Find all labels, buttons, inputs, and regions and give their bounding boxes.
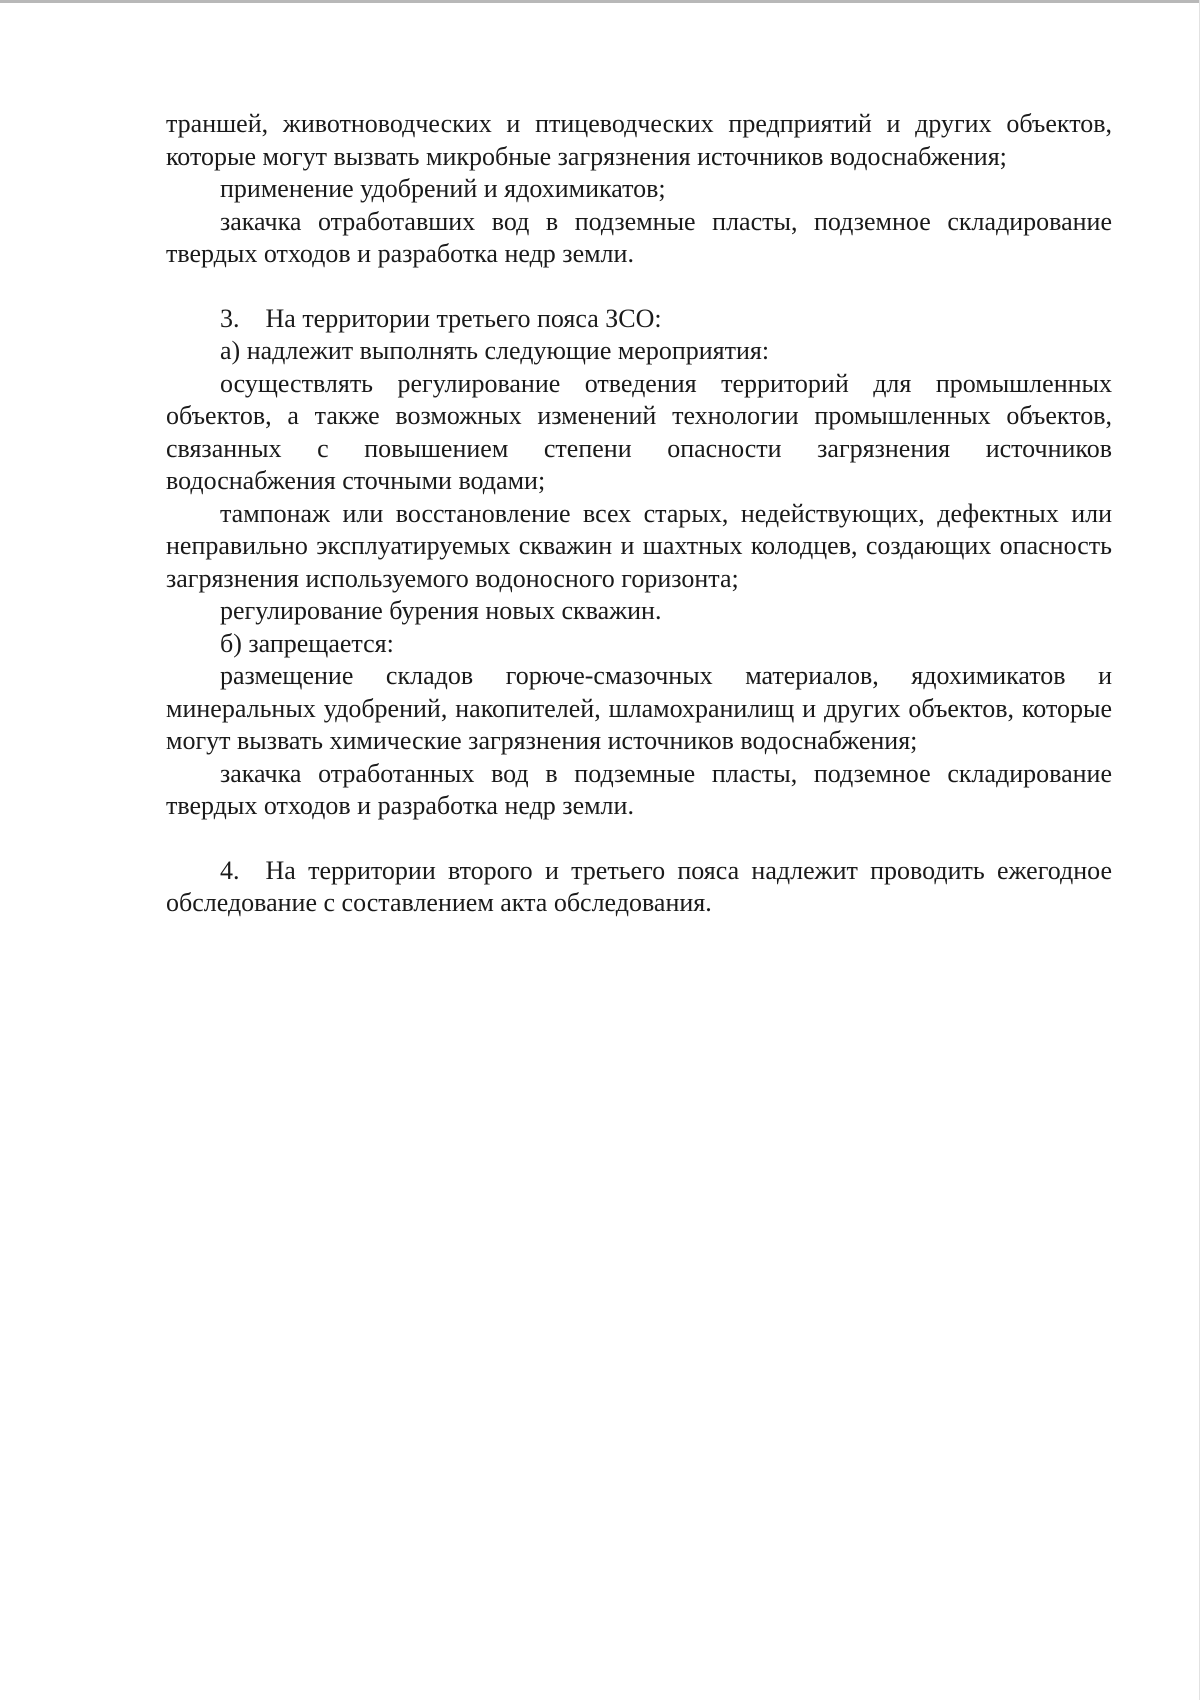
scan-top-edge — [0, 0, 1200, 3]
section-3-item-b2: закачка отработанных вод в подземные пласты, подземное складирование твердых отходов и разработка недр земли. — [166, 758, 1112, 820]
section-3-item-b1: размещение складов горюче-смазочных материалов, ядохимикатов и минеральных удобрений, накопителей, шламохранилищ и других объектов, которые могут вызвать химические загрязнения источников водоснабжения; — [166, 661, 1112, 755]
paragraph-fertilizers: применение удобрений и ядохимикатов; — [220, 174, 666, 203]
paragraph-continuation: траншей, животноводческих и птицеводческих предприятий и других объектов, которые могут вызвать микробные загрязнения источников водоснабжения; — [166, 109, 1112, 171]
document-body — [166, 108, 1112, 920]
section-3-heading: 3. На территории третьего пояса ЗСО: — [220, 303, 662, 333]
section-3-item-a2: тампонаж или восстановление всех старых, недействующих, дефектных или неправильно эксплуатируемых скважин и шахтных колодцев, создающих опасность загрязнения используемого водоносного горизонта; — [166, 498, 1112, 593]
section-spacer — [166, 271, 1112, 303]
section-3-sub-b: б) запрещается: — [220, 628, 394, 658]
section-3-item-a3: регулирование бурения новых скважин. — [220, 596, 662, 625]
section-3-sub-a: а) надлежит выполнять следующие мероприятия: — [220, 336, 770, 365]
section-4-paragraph: 4. На территории второго и третьего пояса надлежит проводить ежегодное обследование с составлением акта обследования. — [166, 855, 1112, 917]
section-3-item-a1: осуществлять регулирование отведения территорий для промышленных объектов, а также возможных изменений технологии промышленных объектов, связанных с повышением степени опасности загрязнения источников водоснабжения сточными водами; — [166, 368, 1112, 495]
paragraph-injection-zone2: закачка отработавших вод в подземные пласты, подземное складирование твердых отходов и разработка недр земли. — [166, 206, 1112, 268]
section-spacer — [166, 823, 1112, 855]
